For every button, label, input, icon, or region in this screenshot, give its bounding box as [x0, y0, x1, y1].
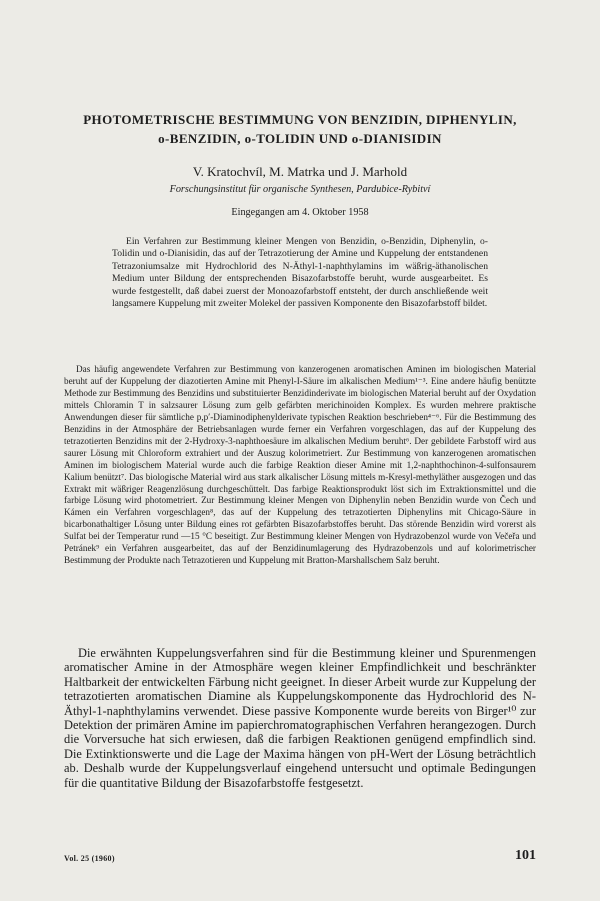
body-paragraph: Die erwähnten Kuppelungsverfahren sind für die Bestimmung kleiner und Spurenmengen aromatischer Amine in der Atmosphäre wegen kleiner Empfindlichkeit und beschränkter Haltbarkeit der entwickelten Färbung nicht geeignet. In dieser Arbeit wurde zur Kuppelung der tetrazotierten aromatischen Diamine als Kuppelungskomponente das Hydrochlorid des N-Äthyl-1-naphthylamins verwendet. Diese passive Komponente wurde bereits von Birger¹⁰ zur Detektion der primären Amine im papierchromatographischen Verfahren herangezogen. Durch die Vorversuche hat sich erwiesen, daß die farbigen Reaktionen genügend empfindlich sind. Die Extinktionswerte und die Lage der Maxima hängen von pH-Wert der Lösung beträchtlich ab. Deshalb wurde der Kuppelungsverlauf eingehend untersucht und optimale Bedingungen für die quantitative Bildung der Bisazofarbstoffe festgesetzt. — [64, 646, 536, 790]
footer-volume: Vol. 25 (1960) — [64, 854, 115, 863]
abstract: Ein Verfahren zur Bestimmung kleiner Mengen von Benzidin, o-Benzidin, Diphenylin, o-Tolidin und o-Dianisidin, das auf der Tetrazotierung der Amine und Kuppelung der entstandenen Tetrazoniumsalze mit Hydrochlorid des N-Äthyl-1-naphthylamins im wäßrig-äthanolischen Medium unter Bildung der entsprechenden Bisazofarbstoffe beruht, wurde ausgearbeitet. Es wurde festgestellt, daß dabei zuerst der Monoazofarbstoff entsteht, der durch anschließende weit langsamere Kuppelung mit zweiter Molekel der passiven Komponente den Bisazofarbstoff bildet. — [112, 236, 488, 310]
introduction-paragraph: Das häufig angewendete Verfahren zur Bestimmung von kanzerogenen aromatischen Aminen im biologischen Material beruht auf der Kuppelung der diazotierten Amine mit Phenyl-I-Säure im alkalischen Medium¹⁻³. Eine andere häufig benützte Methode zur Bestimmung des Benzidins und substituierter Benzidinderivate im biologischen Material beruht auf der Oxydation mittels Chloramin T in salzsaurer Lösung zum gelb gefärbten merichinoiden Komplex. Es wurden mehrere praktische Anwendungen dieser für sämtliche p,p′-Diaminodiphenylderivate typischen Reaktion beschrieben⁴⁻⁶. Für die Bestimmung des Benzidins in der Atmosphäre der Betriebsanlagen wurde ferner ein Verfahren vorgeschlagen, das auf der Kuppelung des tetrazotierten Benzidins mit der 2-Hydroxy-3-naphthoesäure im alkalischen Medium beruht⁶. Der gebildete Farbstoff wird aus saurer Lösung mit Chloroform extrahiert und der Auszug kolorimetriert. Zur Bestimmung von kanzerogenen aromatischen Aminen im biologischem Material wurde auch die farbige Reaktion dieser Amine mit 1,2-naphthochinon-4-sulfonsaurem Kalium benützt⁷. Das biologische Material wird aus stark alkalischer Lösung mittels m-Kresyl-methyläther ausgezogen und das Extrakt mit wäßriger Reagenzlösung durchgeschüttelt. Das farbige Reaktionsprodukt löst sich im Extraktionsmittel und die farbige Lösung wird photometriert. Zur Bestimmung kleiner Mengen von Diphenylin neben Benzidin wurde von Čech und Kámen ein Verfahren vorgeschlagen⁸, das auf der Kuppelung des tetrazotierten Diphenylins mit Chicago-Säure in bicarbonathaltiger Lösung unter Bildung eines rot gefärbten Bisazofarbstoffes beruht. Das störende Benzidin wird vorerst als Sulfat bei der Temperatur rund —15 °C beseitigt. Zur Bestimmung kleiner Mengen von Hydrazobenzol wurde von Večeřa und Petránek⁹ ein Verfahren ausgearbeitet, das auf der Benzidinumlagerung des Hydrazobenzols und auf kolorimetrischer Bestimmung der Produkte nach Tetrazotieren und Kuppelung mit Bratton-Marshallschem Salz beruht. — [64, 364, 536, 566]
title-line-2: o-BENZIDIN, o-TOLIDIN UND o-DIANISIDIN — [158, 131, 442, 146]
title-line-1: PHOTOMETRISCHE BESTIMMUNG VON BENZIDIN, DIPHENYLIN, — [83, 112, 517, 127]
page-number: 101 — [515, 848, 536, 863]
institute-affiliation: Forschungsinstitut für organische Synthesen, Pardubice-Rybitví — [169, 184, 431, 195]
received-date: Eingegangen am 4. Oktober 1958 — [231, 207, 369, 218]
paper-title — [40, 110, 560, 148]
author-list: V. Kratochvíl, M. Matrka und J. Marhold — [192, 164, 408, 179]
